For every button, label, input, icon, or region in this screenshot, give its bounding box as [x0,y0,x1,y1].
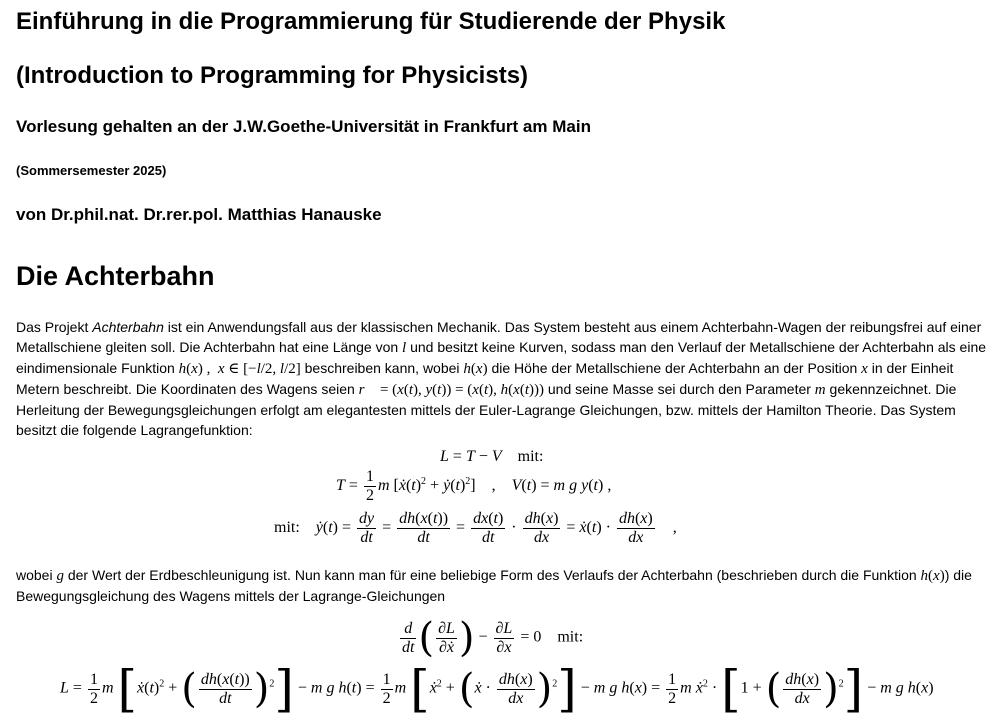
euler-lagrange-equation: $\frac{d}{dt}$ ( $\frac{\partial L}{\text{∂ẋ}}$ ) − $\frac{\partial L}{\partial x}$ = 0 mit: [402,615,584,661]
author-line: von Dr.phil.nat. Dr.rer.pol. Matthias Hanauske [16,205,382,224]
energy-equation: T = $\frac{1}{2}$ m [$ẋ(t)^2$ + $ẏ(t)^2$] , V(t) = m g y(t) , [336,468,612,504]
intro-paragraph: Das Projekt Achterbahn ist ein Anwendungsfall aus der klassischen Mechanik. Das System besteht aus einem Achterbahn-Wagen der reibungsfrei auf einer Metallschiene gleiten soll. Die Achterbahn hat eine Länge von l und besitzt keine Kurven, sodass man den Verlauf der Metallschiene der Achterbahn als eine eindimensionale Funktion h(x) , x ∈ [−l/2, l/2] beschreiben kann, wobei h(x) die Höhe der Metallschiene der Achterbahn an der Position x in der Einheit Metern beschreibt. Die Koordinaten des Wagens seien r⃗ = (x(t), y(t)) = (x(t), h(x(t))) und seine Masse sei durch den Parameter m gekennzeichnet. Die Herleitung der Bewegungsgleichungen erfolgt am elegantesten mittels der Euler-Lagrange Gleichungen, bzw. mittels der Hamilton Theorie. Das System besitzt die folgende Lagrangefunktion: [16,319,987,438]
title-english: (Introduction to Programming for Physicists) [16,62,529,89]
full-lagrangian-equation: L = $\frac{1}{2}$ m [$ẋ(t)^2$ + ( $\frac{dh(x(t))}{dt}$ )$^2$] − m g h(t) = $\frac{1}{2}$ m [ẋ$^2$ + (ẋ · $\frac{dh(x)}{dx}$ )$^2$] − m g h(x) = $\frac{1}{2}$ m ẋ$^2$ · [1 + ( $\frac{dh(x)}{dx}$ )$^2$] − m g h(x) [60,660,934,718]
project-name: Achterbahn [92,319,164,335]
lagrangian-equation: L = T − V mit: [440,448,544,465]
semester-info: (Sommersemester 2025) [16,163,167,178]
velocity-equation: mit: ẏ(t) = $\frac{dy}{dt}$ = $\frac{dh(x(t))}{dt}$ = $\frac{dx(t)}{dt}$ · $\frac{dh(x)}{dx}$ = ẋ(t) · $\frac{dh(x)}{dx}$ , [274,510,677,546]
second-paragraph: wobei g der Wert der Erdbeschleunigung ist. Nun kann man für eine beliebige Form des Verlaufs der Achterbahn (beschrieben durch die Funktion h(x)) die Bewegungsgleichung des Wagens mittels der Lagrange-Gleichungen [16,567,972,604]
title-german: Einführung in die Programmierung für Studierende der Physik [16,8,726,35]
section-heading: Die Achterbahn [16,261,215,291]
lecture-info: Vorlesung gehalten an der J.W.Goethe-Universität in Frankfurt am Main [16,117,591,136]
